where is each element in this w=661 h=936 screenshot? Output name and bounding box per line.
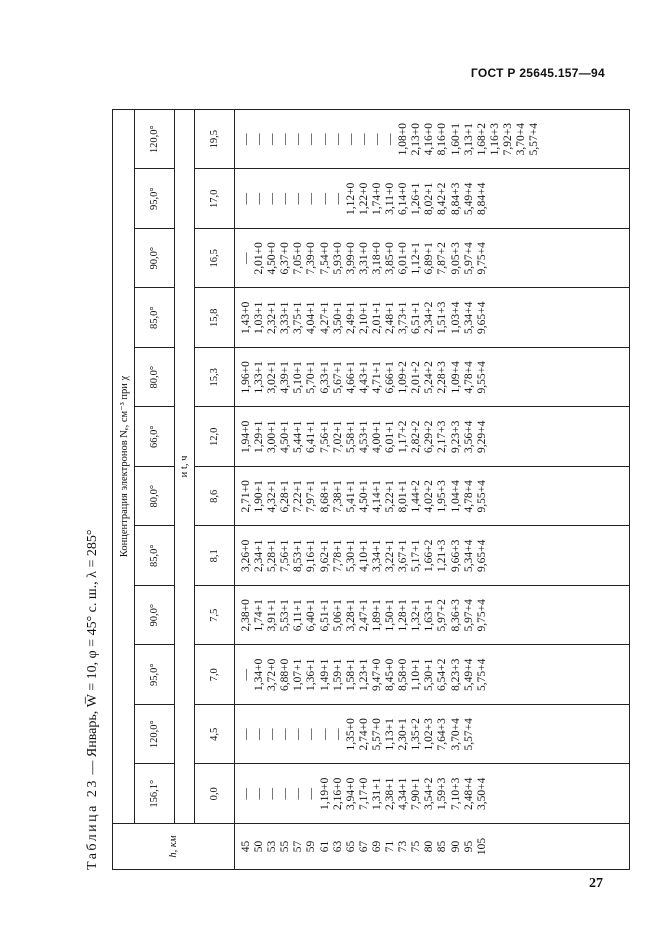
concentration-column: 1,43+0 1,03+1 2,32+1 3,33+1 3,75+1 4,04+1 4,27+1 3,50+1 2,49+1 2,10+1 2,01+1 2,48+1 3,73+1 6,51+1 2,34+2 1,51+3 1,03+4 5,34+4 9,65+4 <box>235 288 630 348</box>
concentration-column: — 2,01+0 4,50+0 6,37+0 7,05+0 7,39+0 7,54+0 5,93+0 3,99+0 3,31+0 3,18+0 3,85+0 6,01+0 1,12+1 6,89+1 7,87+2 9,05+3 5,97+4 9,75+4 <box>235 229 630 289</box>
time-header: и t, ч <box>175 109 195 823</box>
time-value-header: 15,8 <box>195 288 235 348</box>
chi-value-header: 85,0° <box>135 288 175 348</box>
time-header-row <box>195 109 235 869</box>
concentration-column: 1,94+0 1,29+1 3,00+1 4,50+1 5,44+1 6,41+1 7,56+1 7,02+1 5,58+1 4,53+1 4,00+1 6,01+1 1,17+2 2,82+2 6,29+2 2,17+3 9,23+3 3,56+4 9,29+4 <box>235 407 630 467</box>
table-conditions: — Январь, W̅ = 10, φ = 45° с. ш., λ = 285° <box>85 529 100 779</box>
time-value-header: 8,1 <box>195 526 235 586</box>
chi-value-header: 156,1° <box>135 764 175 824</box>
time-value-header: 19,5 <box>195 109 235 169</box>
concentration-column: — 1,34+0 3,72+0 6,88+0 1,07+1 1,36+1 1,49+1 1,59+1 1,58+1 1,23+1 9,47+0 8,45+0 8,58+0 1,10+1 5,30+1 6,54+2 8,23+3 5,49+4 5,75+4 <box>235 645 630 705</box>
page-number: 27 <box>589 876 603 891</box>
table-caption <box>80 110 106 870</box>
time-value-header: 15,3 <box>195 348 235 408</box>
chi-value-header: 120,0° <box>135 705 175 765</box>
concentration-column: — — — — — — — — 1,12+0 1,22+0 1,74+0 3,11+0 6,14+0 1,26+1 8,02+1 8,42+2 8,84+3 5,49+4 8,84+4 <box>235 169 630 229</box>
chi-value-header: 90,0° <box>135 586 175 646</box>
time-value-header: 17,0 <box>195 169 235 229</box>
electron-concentration-table <box>112 109 630 870</box>
concentration-column: — — — — — — — — — — — — 1,08+0 2,13+0 4,16+0 8,16+0 1,60+1 3,13+1 1,68+2 1,16+3 7,92+3 3,70+4 5,57+4 <box>235 109 630 169</box>
time-value-header: 4,5 <box>195 705 235 765</box>
document-header: ГОСТ Р 25645.157—94 <box>470 66 605 80</box>
time-value-header: 7,5 <box>195 586 235 646</box>
concentration-column: — — — — — — — — 1,35+0 2,74+0 5,57+0 1,13+1 2,30+1 1,35+2 1,02+3 7,64+3 3,70+4 5,57+4 <box>235 705 630 765</box>
chi-value-header: 66,0° <box>135 407 175 467</box>
height-values: 45 50 53 55 57 59 61 63 65 67 69 71 73 75 80 85 90 95 105 <box>235 824 630 870</box>
rotated-table-block <box>80 110 630 870</box>
table-number: Таблица 23 <box>85 778 100 870</box>
chi-value-header: 95,0° <box>135 169 175 229</box>
concentration-column: 2,38+0 1,74+1 3,91+1 5,53+1 6,11+1 6,40+1 6,51+1 5,06+1 3,28+1 2,47+1 1,89+1 1,50+1 1,28+1 1,32+1 1,63+1 5,97+2 8,36+3 5,97+4 9,75+4 <box>235 586 630 646</box>
chi-value-header: 90,0° <box>135 229 175 289</box>
chi-value-header: 95,0° <box>135 645 175 705</box>
concentration-column: — — — — — — 1,19+0 2,16+0 3,94+0 7,17+0 1,31+1 2,38+1 4,34+1 7,90+1 3,54+2 1,59+3 7,10+3 2,48+4 3,50+4 <box>235 764 630 824</box>
chi-header-row <box>135 109 175 869</box>
chi-value-header: 85,0° <box>135 526 175 586</box>
chi-value-header: 80,0° <box>135 348 175 408</box>
concentration-column: 1,96+0 1,33+1 3,02+1 4,39+1 5,10+1 5,70+1 6,33+1 5,67+1 4,66+1 4,43+1 4,71+1 6,66+1 1,09+2 2,01+2 5,24+2 2,28+3 1,09+4 4,78+4 9,55+4 <box>235 348 630 408</box>
height-column-header: h, км <box>113 824 235 870</box>
table-row <box>235 109 630 869</box>
concentration-column: 3,26+0 2,34+1 5,28+1 7,56+1 8,53+1 9,16+1 9,62+1 7,78+1 5,30+1 4,10+1 3,34+1 3,22+1 3,67+1 5,17+1 1,66+2 1,21+3 9,66+3 5,34+4 9,65+4 <box>235 526 630 586</box>
time-value-header: 12,0 <box>195 407 235 467</box>
time-value-header: 7,0 <box>195 645 235 705</box>
time-value-header: 0,0 <box>195 764 235 824</box>
concentration-column: 2,71+0 1,90+1 4,32+1 6,28+1 7,22+1 7,97+1 8,68+1 7,38+1 5,41+1 4,50+1 4,14+1 5,22+1 8,01+1 1,44+2 4,02+2 1,95+3 1,04+4 4,78+4 9,55+4 <box>235 467 630 527</box>
chi-value-header: 120,0° <box>135 109 175 169</box>
chi-value-header: 80,0° <box>135 467 175 527</box>
time-value-header: 16,5 <box>195 229 235 289</box>
time-value-header: 8,6 <box>195 467 235 527</box>
concentration-header: Концентрация электронов Nₑ, см⁻³ при χ <box>113 109 135 823</box>
